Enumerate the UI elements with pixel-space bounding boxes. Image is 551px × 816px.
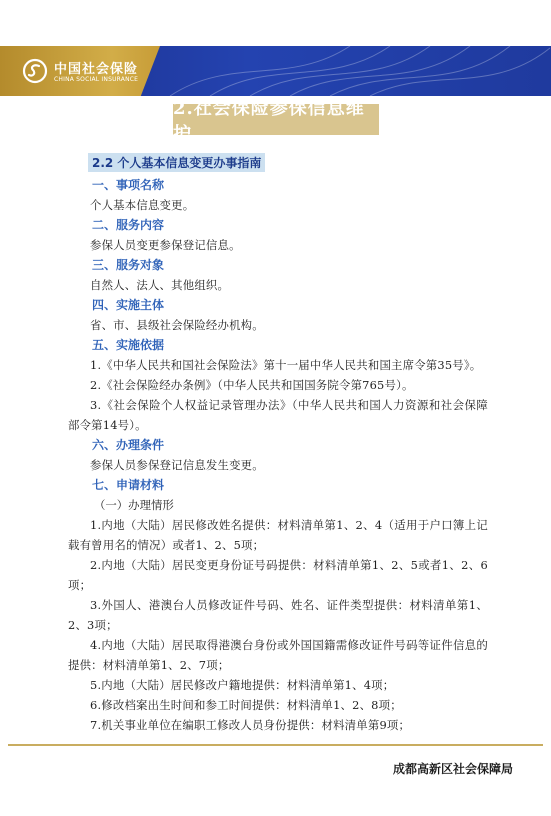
section-text: 个人基本信息变更。 bbox=[90, 198, 195, 212]
section-text: 参保人员参保登记信息发生变更。 bbox=[90, 458, 264, 472]
banner-wave-decoration bbox=[150, 46, 551, 96]
legal-basis-item: 2.《社会保险经办条例》（中华人民共和国国务院令第765号）。 bbox=[90, 378, 414, 392]
material-item: 4.内地（大陆）居民取得港澳台身份或外国国籍需修改证件号码等证件信息的提供：材料清单第1、2、7项； bbox=[68, 638, 488, 672]
document-body bbox=[68, 152, 488, 735]
footer-divider bbox=[8, 744, 543, 746]
page-title: 2.社会保险参保信息维护 bbox=[173, 104, 379, 135]
legal-basis-item: 3.《社会保险个人权益记录管理办法》（中华人民共和国人力资源和社会保障部令第14号）。 bbox=[68, 398, 488, 432]
footer-organization: 成都高新区社会保障局 bbox=[392, 762, 513, 776]
logo-text-cn: 中国社会保险 bbox=[54, 62, 139, 77]
section-heading: 四、实施主体 bbox=[92, 298, 165, 312]
section-heading: 五、实施依据 bbox=[92, 338, 165, 352]
material-item: 7.机关事业单位在编职工修改人员身份提供：材料清单第9项； bbox=[90, 718, 411, 732]
material-item: 3.外国人、港澳台人员修改证件号码、姓名、证件类型提供：材料清单第1、2、3项； bbox=[68, 598, 488, 632]
social-insurance-logo-icon bbox=[22, 58, 48, 84]
header-banner bbox=[0, 46, 551, 96]
material-item: 6.修改档案出生时间和参工时间提供：材料清单1、2、8项； bbox=[90, 698, 402, 712]
material-subheading: （一）办理情形 bbox=[94, 498, 174, 512]
section-text: 自然人、法人、其他组织。 bbox=[90, 278, 230, 292]
section-heading: 七、申请材料 bbox=[92, 478, 165, 492]
section-text: 参保人员变更参保登记信息。 bbox=[90, 238, 241, 252]
material-item: 1.内地（大陆）居民修改姓名提供：材料清单第1、2、4（适用于户口簿上记载有曾用名的情况）或者1、2、5项； bbox=[68, 518, 488, 552]
logo-text-en: CHINA SOCIAL INSURANCE bbox=[54, 76, 139, 83]
section-heading: 六、办理条件 bbox=[92, 438, 165, 452]
material-item: 2.内地（大陆）居民变更身份证号码提供：材料清单第1、2、5或者1、2、6项； bbox=[68, 558, 488, 592]
section-heading: 一、事项名称 bbox=[92, 178, 165, 192]
section-text: 省、市、县级社会保险经办机构。 bbox=[90, 318, 264, 332]
legal-basis-item: 1.《中华人民共和国社会保险法》第十一届中华人民共和国主席令第35号》。 bbox=[90, 358, 482, 372]
section-heading: 二、服务内容 bbox=[92, 218, 165, 232]
material-item: 5.内地（大陆）居民修改户籍地提供：材料清单第1、4项； bbox=[90, 678, 395, 692]
subtitle: 2.2 个人基本信息变更办事指南 bbox=[88, 153, 265, 172]
section-heading: 三、服务对象 bbox=[92, 258, 165, 272]
